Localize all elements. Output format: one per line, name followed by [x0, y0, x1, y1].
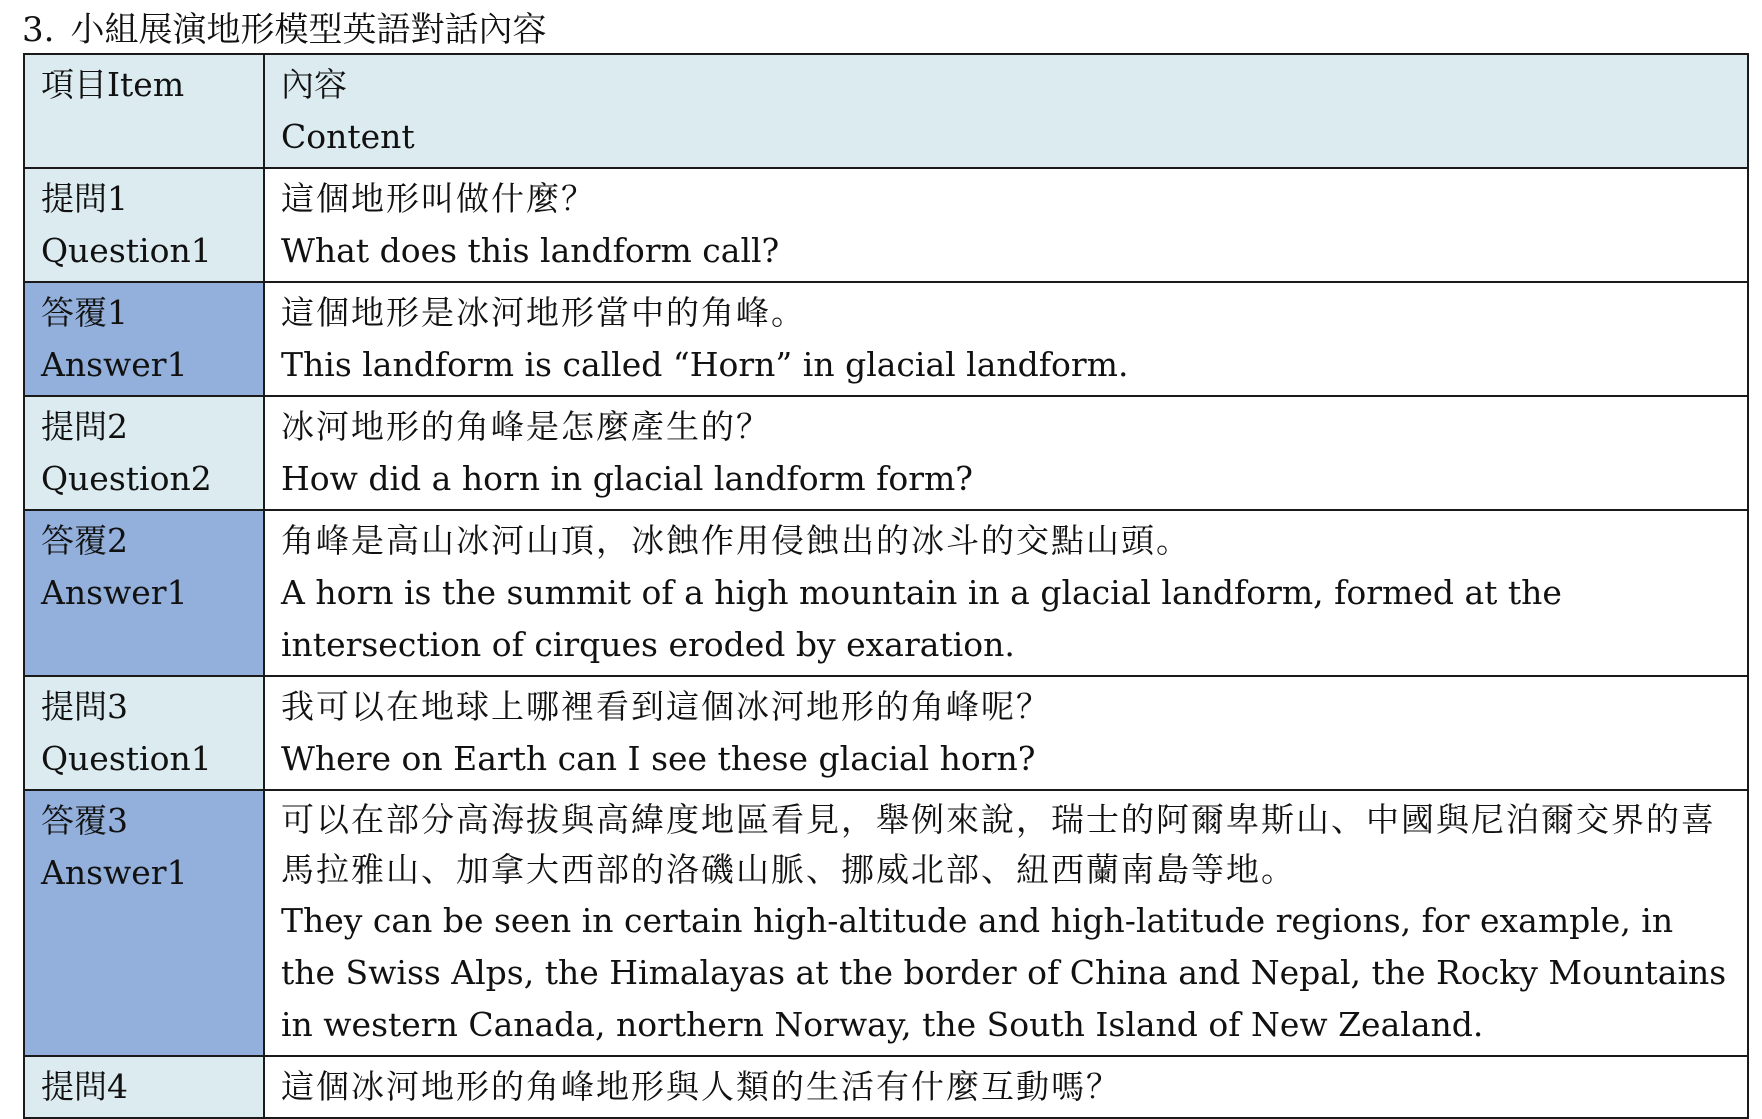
table-row: [24, 676, 1748, 790]
table-row: [24, 282, 1748, 396]
item-label-en: Answer1: [41, 573, 188, 612]
content-cell: [264, 168, 1748, 282]
table-row: [24, 790, 1748, 1056]
content-text-zh: 我可以在地球上哪裡看到這個冰河地形的角峰呢？: [281, 687, 1051, 726]
content-text-zh: 可以在部分高海拔與高緯度地區看見，舉例來說，瑞士的阿爾卑斯山、中國與尼泊爾交界的喜馬拉雅山、加拿大西部的洛磯山脈、挪威北部、紐西蘭南島等地。: [281, 800, 1716, 889]
content-cell: [264, 282, 1748, 396]
dialogue-table: [23, 53, 1749, 1119]
content-text-en: They can be seen in certain high-altitude and high-latitude regions, for example, in the Swiss Alps, the Himalayas at the border of China and Nepal, the Rocky Mountains in western Canada, northern Norway, the South Island of New Zealand.: [281, 901, 1727, 1044]
section-heading: [22, 8, 546, 52]
item-label-zh: 答覆3: [41, 801, 128, 840]
item-label-zh: 提問1: [41, 179, 128, 218]
table-header-row: [24, 54, 1748, 168]
content-text-zh: 這個冰河地形的角峰地形與人類的生活有什麼互動嗎？: [281, 1067, 1121, 1106]
item-cell: [24, 1056, 264, 1118]
content-cell: [264, 510, 1748, 676]
content-header-zh: 內容: [281, 65, 347, 104]
item-label-en: Question1: [41, 231, 212, 270]
content-text-en: A horn is the summit of a high mountain in a glacial landform, formed at the intersection of cirques eroded by exaration.: [281, 573, 1562, 664]
item-cell: [24, 510, 264, 676]
content-header-en: Content: [281, 117, 415, 156]
item-cell: [24, 396, 264, 510]
content-text-en: What does this landform call?: [281, 231, 780, 270]
item-column-header: [24, 54, 264, 168]
item-header-en: Item: [107, 65, 185, 104]
content-column-header: [264, 54, 1748, 168]
content-text-en: This landform is called “Horn” in glacial landform.: [281, 345, 1129, 384]
table-row: [24, 1056, 1748, 1118]
item-label-en: Answer1: [41, 345, 188, 384]
item-cell: [24, 676, 264, 790]
item-header-zh: 項目: [41, 65, 107, 104]
item-label-en: Answer1: [41, 853, 188, 892]
item-label-zh: 答覆2: [41, 521, 128, 560]
content-cell: [264, 790, 1748, 1056]
section-number: 3.: [22, 10, 55, 50]
table-row: [24, 168, 1748, 282]
item-label-zh: 提問4: [41, 1067, 128, 1106]
content-text-zh: 角峰是高山冰河山頂，冰蝕作用侵蝕出的冰斗的交點山頭。: [281, 521, 1191, 560]
content-text-zh: 這個地形是冰河地形當中的角峰。: [281, 293, 806, 332]
content-text-en: How did a horn in glacial landform form?: [281, 459, 973, 498]
table-row: [24, 396, 1748, 510]
item-label-zh: 答覆1: [41, 293, 128, 332]
item-cell: [24, 282, 264, 396]
item-label-zh: 提問2: [41, 407, 128, 446]
content-cell: [264, 676, 1748, 790]
content-text-zh: 冰河地形的角峰是怎麼產生的？: [281, 407, 771, 446]
table-row: [24, 510, 1748, 676]
content-text-en: Where on Earth can I see these glacial horn?: [281, 739, 1036, 778]
content-text-zh: 這個地形叫做什麼？: [281, 179, 596, 218]
item-label-en: Question1: [41, 739, 212, 778]
item-label-zh: 提問3: [41, 687, 128, 726]
item-label-en: Question2: [41, 459, 212, 498]
section-title: 小組展演地形模型英語對話內容: [70, 10, 547, 50]
content-cell: [264, 1056, 1748, 1118]
item-cell: [24, 790, 264, 1056]
content-cell: [264, 396, 1748, 510]
item-cell: [24, 168, 264, 282]
